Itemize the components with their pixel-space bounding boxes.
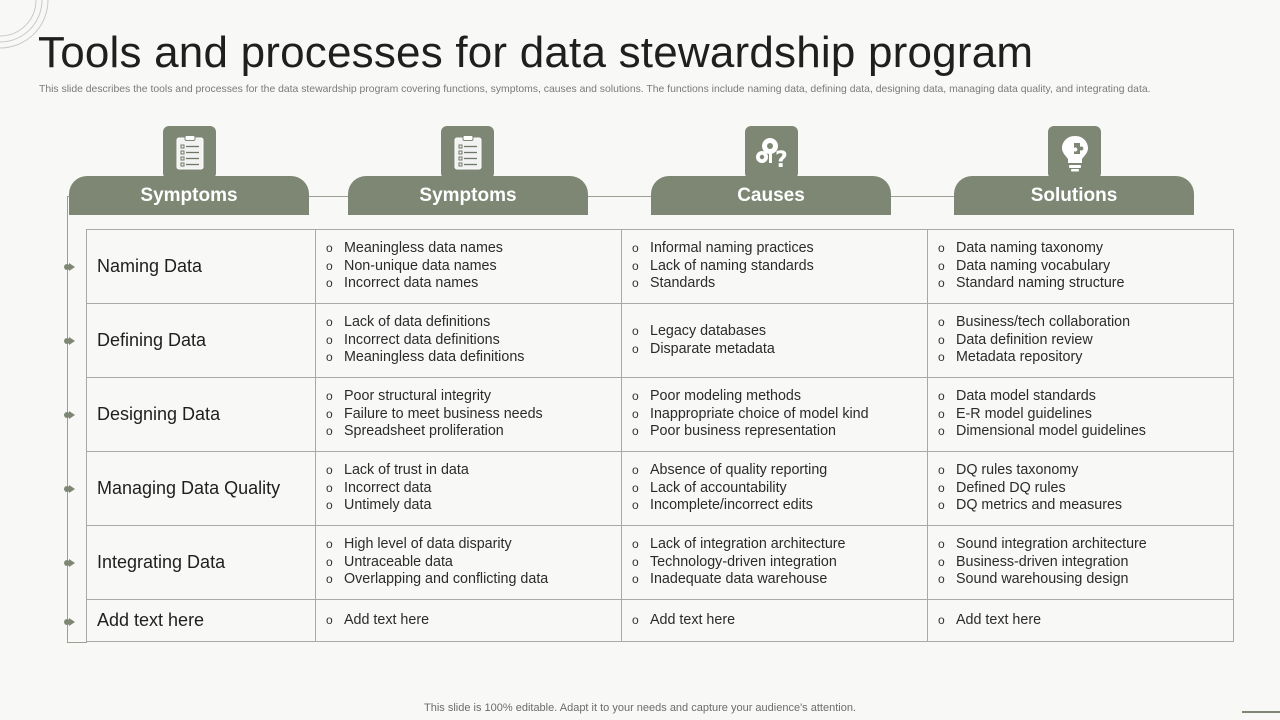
checklist-icon	[163, 126, 216, 179]
function-cell: Add text here	[87, 600, 316, 642]
bullet-icon: o	[938, 463, 945, 478]
list-item: o Disparate metadata	[632, 340, 775, 357]
function-cell: Designing Data	[87, 378, 316, 452]
list-item: o Metadata repository	[938, 349, 1083, 366]
table-row	[87, 452, 1234, 526]
function-cell: Defining Data	[87, 304, 316, 378]
list-item: o Lack of data definitions	[326, 314, 491, 331]
solutions-cell	[928, 304, 1234, 378]
list-item: o Lack of integration architecture	[632, 536, 846, 553]
footer-note: This slide is 100% editable. Adapt it to your needs and capture your audience's attention.	[424, 702, 856, 714]
function-cell: Naming Data	[87, 230, 316, 304]
bullet-icon: o	[938, 241, 945, 256]
function-cell: Managing Data Quality	[87, 452, 316, 526]
list-item: o DQ rules taxonomy	[938, 462, 1079, 479]
bullet-icon: o	[938, 389, 945, 404]
causes-cell	[622, 230, 928, 304]
table-row	[87, 304, 1234, 378]
list-item: o Incorrect data definitions	[326, 331, 500, 348]
bullet-icon: o	[326, 350, 333, 365]
bullet-icon: o	[938, 537, 945, 552]
bottom-connector-line	[67, 642, 87, 643]
bullet-icon: o	[326, 315, 333, 330]
bullet-icon: o	[632, 537, 639, 552]
list-item: o Data definition review	[938, 331, 1093, 348]
list-item: o High level of data disparity	[326, 536, 512, 553]
list-item: o Business/tech collaboration	[938, 314, 1131, 331]
list-item: o Lack of trust in data	[326, 462, 469, 479]
bullet-icon: o	[938, 406, 945, 421]
bullet-icon: o	[326, 424, 333, 439]
table-row	[87, 526, 1234, 600]
table-row	[87, 600, 1234, 642]
bullet-icon: o	[938, 350, 945, 365]
causes-cell	[622, 600, 928, 642]
bullet-icon: o	[632, 424, 639, 439]
bullet-icon: o	[326, 276, 333, 291]
solutions-cell	[928, 526, 1234, 600]
list-item: o Meaningless data names	[326, 240, 503, 257]
bullet-icon: o	[326, 332, 333, 347]
bullet-icon: o	[938, 332, 945, 347]
bullet-icon: o	[326, 554, 333, 569]
list-item: o Dimensional model guidelines	[938, 423, 1146, 440]
bullet-icon: o	[632, 463, 639, 478]
list-item: o E-R model guidelines	[938, 405, 1092, 422]
list-item: o Standard naming structure	[938, 275, 1125, 292]
bullet-icon: o	[326, 406, 333, 421]
bullet-icon: o	[938, 498, 945, 513]
bullet-icon: o	[938, 480, 945, 495]
symptoms-cell	[316, 452, 622, 526]
bullet-icon: o	[632, 480, 639, 495]
list-item: o Informal naming practices	[632, 240, 814, 257]
bullet-icon: o	[632, 241, 639, 256]
symptoms-cell	[316, 600, 622, 642]
symptoms-cell	[316, 526, 622, 600]
solutions-cell	[928, 230, 1234, 304]
list-item: o Overlapping and conflicting data	[326, 571, 549, 588]
bullet-icon: o	[938, 612, 945, 627]
checklist-icon	[441, 126, 494, 179]
gears-question-icon	[745, 126, 798, 179]
bullet-icon: o	[632, 406, 639, 421]
bullet-icon: o	[938, 258, 945, 273]
bullet-icon: o	[938, 276, 945, 291]
causes-cell	[622, 378, 928, 452]
causes-cell	[622, 304, 928, 378]
list-item: o Inappropriate choice of model kind	[632, 405, 869, 422]
solutions-cell	[928, 378, 1234, 452]
bullet-icon: o	[632, 572, 639, 587]
column-header-causes: Causes	[651, 176, 891, 215]
bullet-icon: o	[938, 572, 945, 587]
solutions-cell	[928, 452, 1234, 526]
bullet-icon: o	[938, 315, 945, 330]
bullet-icon: o	[326, 389, 333, 404]
column-header-symptoms-2: Symptoms	[348, 176, 588, 215]
list-item: o Add text here	[326, 611, 430, 628]
symptoms-cell	[316, 230, 622, 304]
row-marker-arrow-icon	[62, 408, 76, 422]
list-item: o Poor modeling methods	[632, 388, 801, 405]
solutions-cell	[928, 600, 1234, 642]
page-description: This slide describes the tools and processes for the data stewardship program covering functions, symptoms, causes and solutions. The functions include naming data, defining data, designing data, managing data quality, and integrating data.	[39, 84, 1151, 95]
list-item: o Lack of naming standards	[632, 257, 814, 274]
bullet-icon: o	[326, 498, 333, 513]
list-item: o DQ metrics and measures	[938, 497, 1123, 514]
list-item: o Incomplete/incorrect edits	[632, 497, 813, 514]
bullet-icon: o	[632, 258, 639, 273]
bullet-icon: o	[326, 463, 333, 478]
list-item: o Defined DQ rules	[938, 479, 1066, 496]
page-title: Tools and processes for data stewardship program	[38, 28, 1034, 77]
list-item: o Incorrect data	[326, 479, 432, 496]
row-marker-arrow-icon	[62, 334, 76, 348]
list-item: o Add text here	[632, 611, 736, 628]
causes-cell	[622, 526, 928, 600]
row-marker-arrow-icon	[62, 615, 76, 629]
list-item: o Legacy databases	[632, 323, 767, 339]
column-header-solutions: Solutions	[954, 176, 1194, 215]
list-item: o Poor structural integrity	[326, 388, 491, 405]
list-item: o Inadequate data warehouse	[632, 571, 828, 588]
stewardship-table	[86, 229, 1234, 642]
bullet-icon: o	[326, 480, 333, 495]
column-header-symptoms-1: Symptoms	[69, 176, 309, 215]
symptoms-cell	[316, 378, 622, 452]
list-item: o Poor business representation	[632, 423, 836, 440]
bullet-icon: o	[632, 389, 639, 404]
list-item: o Data naming vocabulary	[938, 257, 1111, 274]
bullet-icon: o	[632, 498, 639, 513]
list-item: o Untimely data	[326, 497, 432, 514]
list-item: o Data naming taxonomy	[938, 240, 1104, 257]
list-item: o Sound warehousing design	[938, 571, 1129, 588]
list-item: o Untraceable data	[326, 553, 453, 570]
list-item: o Incorrect data names	[326, 275, 479, 292]
bullet-icon: o	[632, 612, 639, 627]
function-cell: Integrating Data	[87, 526, 316, 600]
list-item: o Sound integration architecture	[938, 536, 1147, 553]
list-item: o Non-unique data names	[326, 257, 497, 274]
list-item: o Lack of accountability	[632, 479, 787, 496]
bullet-icon: o	[632, 324, 639, 338]
list-item: o Spreadsheet proliferation	[326, 423, 504, 440]
bullet-icon: o	[326, 612, 333, 627]
bullet-icon: o	[326, 537, 333, 552]
bullet-icon: o	[632, 341, 639, 356]
list-item: o Meaningless data definitions	[326, 349, 525, 366]
row-marker-arrow-icon	[62, 260, 76, 274]
row-marker-arrow-icon	[62, 482, 76, 496]
bullet-icon: o	[938, 554, 945, 569]
table-row	[87, 378, 1234, 452]
symptoms-cell	[316, 304, 622, 378]
list-item: o Data model standards	[938, 388, 1096, 405]
list-item: o Standards	[632, 275, 716, 292]
list-item: o Technology-driven integration	[632, 553, 837, 570]
bullet-icon: o	[326, 572, 333, 587]
bullet-icon: o	[938, 424, 945, 439]
bullet-icon: o	[326, 241, 333, 256]
bullet-icon: o	[632, 276, 639, 291]
list-item: o Absence of quality reporting	[632, 462, 828, 479]
bullet-icon: o	[326, 258, 333, 273]
bullet-icon: o	[632, 554, 639, 569]
row-marker-arrow-icon	[62, 556, 76, 570]
lightbulb-puzzle-icon	[1048, 126, 1101, 179]
list-item: o Business-driven integration	[938, 553, 1129, 570]
causes-cell	[622, 452, 928, 526]
list-item: o Failure to meet business needs	[326, 405, 543, 422]
svg-text:?: ?	[774, 147, 788, 171]
bottom-accent-bar	[1242, 711, 1280, 713]
list-item: o Add text here	[938, 611, 1042, 628]
table-row	[87, 230, 1234, 304]
